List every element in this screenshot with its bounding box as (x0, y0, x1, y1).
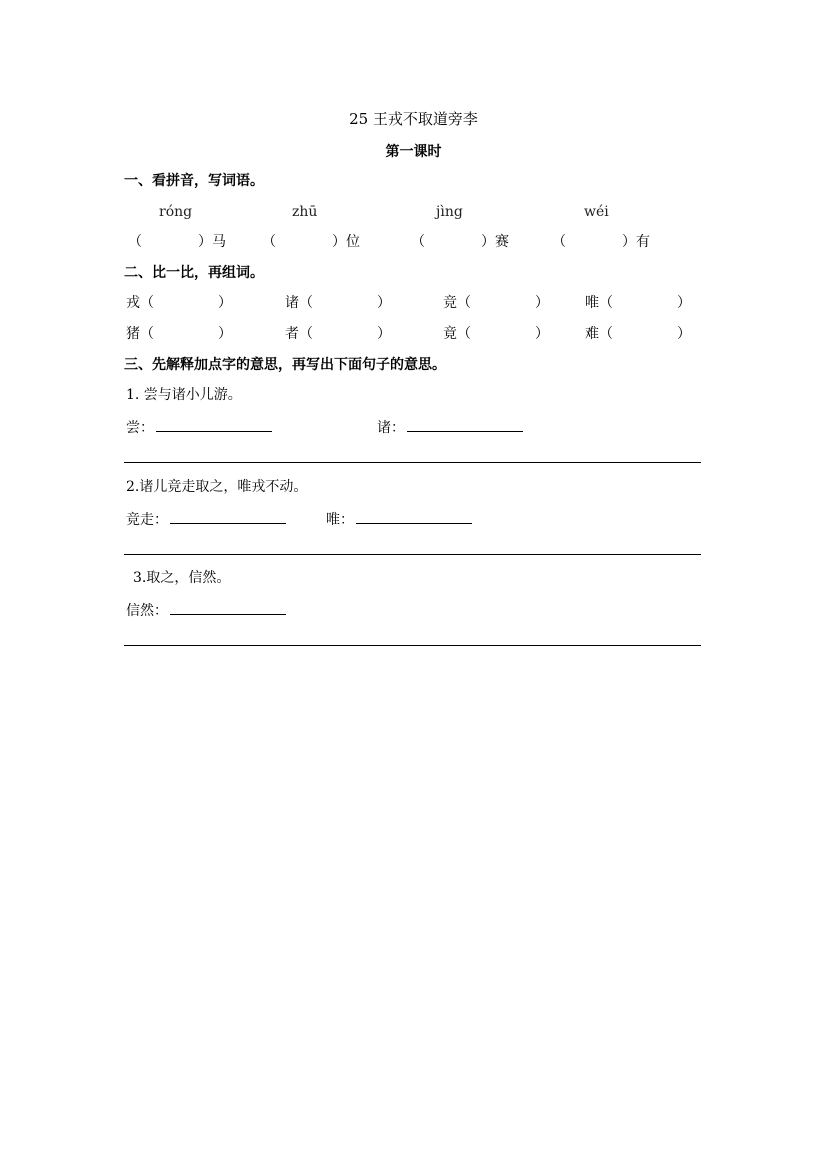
compare-char: 竞 (443, 295, 457, 311)
paren-open: （ (128, 234, 142, 250)
section-3-heading: 三、先解释加点字的意思，再写出下面句子的意思。 (124, 357, 446, 373)
answer-line[interactable] (156, 417, 272, 432)
q1-term-a[interactable] (126, 417, 272, 437)
paren-open: （ (299, 326, 313, 342)
section-2-heading: 二、比一比，再组词。 (124, 265, 264, 281)
word-blank-2[interactable] (262, 233, 360, 251)
q2-term-b[interactable] (326, 509, 472, 529)
paren-close: ） (377, 326, 391, 342)
paren-close: ） (481, 234, 495, 250)
paren-open: （ (140, 295, 154, 311)
word-blank-4[interactable] (552, 233, 650, 251)
paren-open: （ (457, 295, 471, 311)
compare-char: 难 (585, 326, 599, 342)
pinyin-3: jìng (436, 204, 463, 220)
compare-char: 竟 (443, 326, 457, 342)
term-label: 诸： (377, 420, 405, 436)
pinyin-1: róng (159, 204, 193, 220)
paren-open: （ (411, 234, 425, 250)
compare-item[interactable] (285, 294, 391, 312)
paren-close: ） (332, 234, 346, 250)
term-label: 信然： (126, 603, 168, 619)
paren-close: ） (535, 295, 549, 311)
paren-close: ） (198, 234, 212, 250)
answer-line[interactable] (356, 509, 472, 524)
word-char: 位 (346, 234, 360, 250)
compare-char: 戎 (126, 295, 140, 311)
compare-item[interactable] (285, 325, 391, 343)
compare-item[interactable] (126, 325, 232, 343)
pinyin-4: wéi (584, 204, 609, 220)
compare-char: 者 (285, 326, 299, 342)
q2-term-a[interactable] (126, 509, 286, 529)
answer-line[interactable] (170, 600, 286, 615)
paren-close: ） (677, 326, 691, 342)
answer-line[interactable] (170, 509, 286, 524)
q1-term-b[interactable] (377, 417, 523, 437)
pinyin-2: zhū (292, 204, 318, 220)
paren-close: ） (377, 295, 391, 311)
word-blank-3[interactable] (411, 233, 509, 251)
compare-char: 猪 (126, 326, 140, 342)
word-blank-1[interactable] (128, 233, 226, 251)
term-label: 竞走： (126, 512, 168, 528)
compare-char: 唯 (585, 295, 599, 311)
paren-close: ） (622, 234, 636, 250)
compare-item[interactable] (585, 294, 691, 312)
q1-answer-rule[interactable] (124, 462, 701, 463)
paren-open: （ (262, 234, 276, 250)
paren-close: ） (218, 326, 232, 342)
q3-term-a[interactable] (126, 600, 286, 620)
term-label: 尝： (126, 420, 154, 436)
question-2-sentence: 2.诸儿竞走取之，唯戎不动。 (126, 479, 308, 495)
compare-item[interactable] (585, 325, 691, 343)
paren-open: （ (599, 326, 613, 342)
lesson-subtitle: 第一课时 (385, 144, 442, 160)
paren-close: ） (535, 326, 549, 342)
word-char: 马 (212, 234, 226, 250)
word-char: 赛 (495, 234, 509, 250)
q3-answer-rule[interactable] (124, 645, 701, 646)
compare-item[interactable] (126, 294, 232, 312)
question-1-sentence: 1. 尝与诸小儿游。 (126, 387, 242, 403)
paren-open: （ (552, 234, 566, 250)
paren-open: （ (140, 326, 154, 342)
paren-close: ） (218, 295, 232, 311)
answer-line[interactable] (407, 417, 523, 432)
paren-close: ） (677, 295, 691, 311)
compare-item[interactable] (443, 325, 549, 343)
paren-open: （ (457, 326, 471, 342)
paren-open: （ (599, 295, 613, 311)
compare-char: 诸 (285, 295, 299, 311)
paren-open: （ (299, 295, 313, 311)
q2-answer-rule[interactable] (124, 554, 701, 555)
word-char: 有 (636, 234, 650, 250)
page-title: 25 王戎不取道旁李 (349, 110, 478, 128)
section-1-heading: 一、看拼音，写词语。 (124, 173, 264, 189)
term-label: 唯： (326, 512, 354, 528)
question-3-sentence: 3.取之，信然。 (133, 570, 231, 586)
compare-item[interactable] (443, 294, 549, 312)
